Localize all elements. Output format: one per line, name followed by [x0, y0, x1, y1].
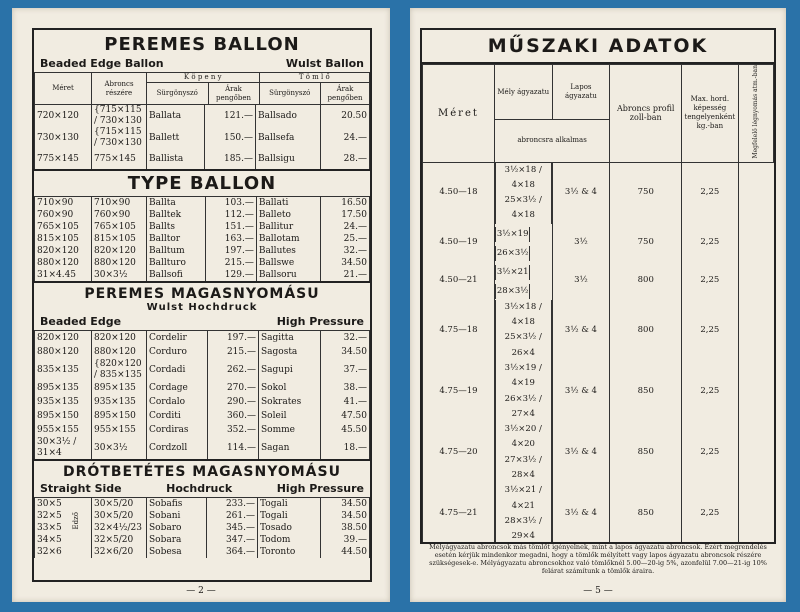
flat-rim-cell: 25×3½ / 26×4	[495, 330, 552, 361]
pressure-cell: 2,25	[682, 361, 738, 422]
size-cell: 4.50—18	[423, 162, 495, 224]
tire-code-cell: Ballsofi	[147, 269, 206, 281]
max-load-cell: 800	[610, 262, 682, 300]
price-table-header	[34, 72, 370, 105]
rim-size-cell: 30×5/20	[92, 498, 147, 510]
tire-price-cell: 103.—	[205, 197, 256, 209]
table-row	[423, 483, 774, 544]
header-abroncs: Abroncs részére	[92, 73, 147, 105]
size-cell: 820×120	[35, 331, 92, 345]
tube-code-cell: Sokol	[258, 381, 320, 395]
tire-code-cell: Ballta	[147, 197, 206, 209]
header-mely: Mély ágyazatu	[494, 65, 552, 120]
table-row	[35, 359, 370, 381]
tube-price-cell: 45.50	[321, 423, 370, 437]
tire-code-cell: Sobesa	[147, 546, 207, 558]
size-cell: 4.50—21	[423, 262, 495, 300]
tire-code-cell: Balltor	[147, 233, 206, 245]
size-cell: 880×120	[35, 345, 92, 359]
tube-code-cell: Balleto	[256, 209, 320, 221]
tube-price-cell: 34.50	[321, 510, 370, 522]
rim-size-cell: 32×5/20	[92, 534, 147, 546]
subtitle-mid: Hochdruck	[166, 482, 233, 495]
tube-price-cell: 17.50	[321, 209, 370, 221]
section-peremes-ballon	[34, 30, 370, 171]
section-title: PEREMES BALLON	[104, 34, 300, 55]
header-legnyomas	[738, 65, 773, 163]
profile-cell: 3½ & 4	[552, 162, 610, 224]
price-table	[34, 331, 370, 459]
header-surgonyszo: Sürgönyszó	[147, 83, 209, 105]
tube-code-cell: Ballati	[256, 197, 320, 209]
table-row	[423, 422, 774, 483]
size-cell: 32×5	[35, 510, 92, 522]
pressure-cell: 2,25	[682, 483, 738, 544]
rim-size-cell: 935×135	[92, 395, 147, 409]
size-cell: 4.75—21	[423, 483, 495, 544]
table-row	[35, 105, 370, 127]
profile-cell: 3½	[552, 262, 610, 300]
max-load-cell: 850	[610, 422, 682, 483]
section-title: PEREMES MAGASNYOMÁSU	[84, 286, 320, 302]
tube-code-cell: Ballsefa	[256, 127, 321, 149]
flat-rim-cell: 26×3½	[495, 246, 531, 261]
page-number: — 2 —	[186, 586, 216, 596]
tube-code-cell: Todom	[257, 534, 320, 546]
price-table	[34, 197, 370, 281]
size-cell: 4.50—19	[423, 224, 495, 262]
table-row	[35, 209, 370, 221]
tube-price-cell: 38.—	[321, 381, 370, 395]
table-row	[35, 331, 370, 345]
section-title: TYPE BALLON	[34, 171, 370, 197]
subtitle-right: Wulst Ballon	[285, 57, 364, 70]
tire-price-cell: 163.—	[205, 233, 256, 245]
tube-code-cell: Ballutes	[256, 245, 320, 257]
subtitle-left: Beaded Edge	[40, 315, 122, 328]
tube-code-cell: Toronto	[257, 546, 320, 558]
tire-code-cell: Sobani	[147, 510, 207, 522]
header-meret: Méret	[35, 73, 92, 105]
tire-price-cell: 197.—	[205, 245, 256, 257]
profile-cell: 3½ & 4	[552, 483, 610, 544]
price-table	[34, 498, 370, 558]
tire-code-cell: Ballts	[147, 221, 206, 233]
tube-price-cell: 16.50	[321, 197, 370, 209]
rim-size-cell: 895×150	[92, 409, 147, 423]
tube-code-cell: Sagan	[258, 437, 320, 459]
size-cell: 4.75—19	[423, 361, 495, 422]
tube-price-cell: 38.50	[321, 522, 370, 534]
max-load-cell: 750	[610, 162, 682, 224]
deep-rim-cell: 3½×19 / 4×19	[495, 361, 552, 392]
tube-price-cell: 39.—	[321, 534, 370, 546]
tire-code-cell: Ballturo	[147, 257, 206, 269]
tire-code-cell: Balltek	[147, 209, 206, 221]
table-row	[35, 423, 370, 437]
tire-code-cell: Sobafis	[147, 498, 207, 510]
pressure-cell: 2,25	[682, 224, 738, 262]
tire-price-cell: 112.—	[205, 209, 256, 221]
table-row	[35, 245, 370, 257]
tube-code-cell: Soleil	[258, 409, 320, 423]
section-subtitle	[34, 55, 370, 72]
tube-code-cell: Sagosta	[258, 345, 320, 359]
section-subtitle-center: Wulst Hochdruck	[146, 302, 258, 313]
tire-code-cell: Balltum	[147, 245, 206, 257]
tube-price-cell: 44.50	[321, 546, 370, 558]
tire-code-cell: Cordadi	[147, 359, 208, 381]
tire-price-cell: 150.—	[205, 127, 256, 149]
size-cell: 895×135	[35, 381, 92, 395]
tire-price-cell: 215.—	[205, 257, 256, 269]
deep-rim-cell: 3½×21 / 4×21	[495, 483, 552, 514]
table-row	[35, 257, 370, 269]
subtitle-left: Straight Side	[40, 482, 122, 495]
table-row	[35, 437, 370, 459]
rim-size-cell: 955×155	[92, 423, 147, 437]
tube-code-cell: Ballsoru	[256, 269, 320, 281]
pressure-cell: 2,25	[682, 422, 738, 483]
flat-rim-cell: 27×3½ / 28×4	[495, 453, 552, 484]
tube-price-cell: 21.—	[321, 269, 370, 281]
pressure-cell: 2,25	[682, 262, 738, 300]
flat-rim-cell: 26×3½ / 27×4	[495, 392, 552, 423]
technical-data-table	[422, 64, 774, 544]
tube-code-cell: Sokrates	[258, 395, 320, 409]
tire-price-cell: 364.—	[206, 546, 257, 558]
tube-price-cell: 34.50	[321, 498, 370, 510]
tube-price-cell: 32.—	[321, 245, 370, 257]
tire-price-cell: 345.—	[206, 522, 257, 534]
flat-rim-cell: 25×3½ / 4×18	[495, 193, 552, 224]
price-table	[34, 105, 370, 169]
table-row	[35, 197, 370, 209]
subtitle-right: High Pressure	[276, 482, 364, 495]
tube-price-cell: 34.50	[321, 257, 370, 269]
size-cell: 895×150	[35, 409, 92, 423]
table-row	[35, 395, 370, 409]
tire-price-cell: 290.—	[207, 395, 258, 409]
size-cell: 34×5	[35, 534, 92, 546]
size-cell: 32×6	[35, 546, 92, 558]
tire-price-cell: 233.—	[206, 498, 257, 510]
size-cell: 31×4.45	[35, 269, 92, 281]
flat-rim-cell: 28×3½ / 29×4	[495, 514, 552, 544]
table-row	[423, 224, 774, 262]
tire-code-cell: Sobaro	[147, 522, 207, 534]
header-profil: Abroncs profil zoll-ban	[610, 65, 682, 163]
rim-size-cell: 820×120	[92, 331, 147, 345]
profile-cell: 3½	[552, 224, 610, 262]
table-row	[35, 269, 370, 281]
table-row	[35, 522, 370, 534]
size-cell: 775×145	[35, 149, 92, 169]
size-cell: 815×105	[35, 233, 92, 245]
size-cell: 820×120	[35, 245, 92, 257]
rim-size-cell: 30×3½	[92, 437, 147, 459]
rim-size-cell: 895×135	[92, 381, 147, 395]
tire-price-cell: 121.—	[205, 105, 256, 127]
tire-price-cell: 215.—	[207, 345, 258, 359]
size-cell: 4.75—18	[423, 300, 495, 361]
tube-code-cell: Sagupi	[258, 359, 320, 381]
profile-cell: 3½ & 4	[552, 300, 610, 361]
deep-rim-cell: 3½×21	[495, 265, 531, 280]
rim-size-cell: 765×105	[92, 221, 147, 233]
pressure-cell: 2,25	[682, 300, 738, 361]
technical-data-page	[410, 8, 786, 602]
header-arak: Árak pengőben	[321, 83, 370, 105]
tube-code-cell: Sagitta	[258, 331, 320, 345]
tire-code-cell: Ballata	[147, 105, 205, 127]
price-list-frame	[32, 28, 372, 582]
tire-price-cell: 347.—	[206, 534, 257, 546]
size-cell: 835×135	[35, 359, 92, 381]
max-load-cell: 750	[610, 224, 682, 262]
tire-code-cell: Cordiras	[147, 423, 208, 437]
tire-price-cell: 129.—	[205, 269, 256, 281]
rim-size-cell: 32×6/20	[92, 546, 147, 558]
subtitle-left: Beaded Edge Ballon	[40, 57, 164, 70]
section-title: DRÓTBETÉTES MAGASNYOMÁSU	[63, 464, 341, 480]
rim-size-cell: 820×120	[92, 245, 147, 257]
table-row	[35, 498, 370, 510]
deep-rim-cell: 3½×18 / 4×18	[495, 300, 552, 331]
tire-price-cell: 114.—	[207, 437, 258, 459]
tire-code-cell: Cordage	[147, 381, 208, 395]
table-row	[423, 300, 774, 361]
tire-price-cell: 270.—	[207, 381, 258, 395]
tire-code-cell: Corditi	[147, 409, 208, 423]
page-title: MŰSZAKI ADATOK	[422, 30, 774, 64]
size-cell: 33×5	[35, 522, 92, 534]
profile-cell: 3½ & 4	[552, 422, 610, 483]
flat-rim-cell: 28×3½	[495, 284, 531, 299]
tire-code-cell: Cordalo	[147, 395, 208, 409]
tube-code-cell: Ballsado	[256, 105, 321, 127]
tube-price-cell: 24.—	[321, 221, 370, 233]
tube-price-cell: 20.50	[321, 105, 370, 127]
tube-code-cell: Togali	[257, 510, 320, 522]
table-row	[35, 127, 370, 149]
table-row	[35, 534, 370, 546]
rim-size-cell: 775×145	[92, 149, 147, 169]
price-list-page	[12, 8, 390, 602]
rim-size-cell: 710×90	[92, 197, 147, 209]
tire-price-cell: 352.—	[207, 423, 258, 437]
tube-price-cell: 32.—	[321, 331, 370, 345]
rim-size-cell: 30×5/20	[92, 510, 147, 522]
tube-price-cell: 28.—	[321, 149, 370, 169]
header-tomlo: T ö m l ő	[259, 73, 370, 83]
size-cell: 720×120	[35, 105, 92, 127]
table-row	[35, 510, 370, 522]
profile-cell: 3½ & 4	[552, 361, 610, 422]
rim-size-cell: {715×115 / 730×130	[92, 105, 147, 127]
tire-code-cell: Corduro	[147, 345, 208, 359]
tire-price-cell: 261.—	[206, 510, 257, 522]
deep-rim-cell: 3½×20 / 4×20	[495, 422, 552, 453]
header-max-load: Max. hord. képesség tengelyenként kg.-ban	[682, 65, 738, 163]
deep-rim-cell: 3½×19	[495, 227, 531, 242]
rim-size-cell: 32×4½/23	[92, 522, 147, 534]
tube-price-cell: 41.—	[321, 395, 370, 409]
header-abroncsra: abroncsra alkalmas	[494, 120, 609, 162]
tube-code-cell: Ballitur	[256, 221, 320, 233]
max-load-cell: 850	[610, 483, 682, 544]
tire-price-cell: 262.—	[207, 359, 258, 381]
rim-size-cell: 760×90	[92, 209, 147, 221]
page-number: — 5 —	[583, 586, 613, 596]
section-type-ballon	[34, 171, 370, 283]
tube-code-cell: Togali	[257, 498, 320, 510]
table-row	[35, 221, 370, 233]
size-cell: 765×105	[35, 221, 92, 233]
size-cell: 730×130	[35, 127, 92, 149]
deep-rim-cell: 3½×18 / 4×18	[495, 163, 552, 194]
header-surgonyszo: Sürgönyszó	[259, 83, 321, 105]
header-legnyomas-text: Megfelelő légnyomás atm.-ban	[752, 65, 760, 159]
pressure-cell: 2,25	[682, 162, 738, 224]
rim-size-cell: 880×120	[92, 345, 147, 359]
table-row	[35, 345, 370, 359]
rim-size-cell: {820×120 / 835×135	[92, 359, 147, 381]
size-cell: 760×90	[35, 209, 92, 221]
tube-price-cell: 18.—	[321, 437, 370, 459]
section-drotbetetes	[34, 461, 370, 558]
tube-code-cell: Ballsigu	[256, 149, 321, 169]
header-kopeny: K ö p e n y	[147, 73, 260, 83]
table-row	[35, 409, 370, 423]
tube-code-cell: Tosado	[257, 522, 320, 534]
size-cell: 30×5	[35, 498, 92, 510]
tire-code-cell: Cordelir	[147, 331, 208, 345]
price-table-wrap	[34, 498, 370, 558]
size-cell: 880×120	[35, 257, 92, 269]
size-cell: 955×155	[35, 423, 92, 437]
table-row	[35, 233, 370, 245]
tire-code-cell: Ballista	[147, 149, 205, 169]
size-cell: 710×90	[35, 197, 92, 209]
table-row	[423, 162, 774, 224]
table-row	[35, 381, 370, 395]
rim-size-cell: 880×120	[92, 257, 147, 269]
tire-price-cell: 185.—	[205, 149, 256, 169]
section-subtitle	[34, 480, 370, 498]
header-meret: Méret	[423, 65, 495, 163]
table-row	[423, 262, 774, 300]
side-label: Edző	[72, 512, 80, 530]
tire-code-cell: Cordzoll	[147, 437, 208, 459]
rim-size-cell: {715×115 / 730×130	[92, 127, 147, 149]
table-row	[423, 361, 774, 422]
tube-price-cell: 24.—	[321, 127, 370, 149]
tube-price-cell: 25.—	[321, 233, 370, 245]
tube-code-cell: Ballotam	[256, 233, 320, 245]
section-subtitle	[34, 313, 370, 331]
header-arak: Árak pengőben	[208, 83, 259, 105]
tube-price-cell: 34.50	[321, 345, 370, 359]
table-row	[35, 546, 370, 558]
max-load-cell: 800	[610, 300, 682, 361]
tube-price-cell: 47.50	[321, 409, 370, 423]
rim-size-cell: 30×3½	[92, 269, 147, 281]
tire-price-cell: 197.—	[207, 331, 258, 345]
technical-data-frame	[420, 28, 776, 544]
tire-price-cell: 360.—	[207, 409, 258, 423]
size-cell: 4.75—20	[423, 422, 495, 483]
size-cell: 30×3½ / 31×4	[35, 437, 92, 459]
header-lapos: Lapos ágyazatu	[552, 65, 610, 120]
subtitle-right: High Pressure	[276, 315, 364, 328]
tire-code-cell: Sobara	[147, 534, 207, 546]
tube-code-cell: Ballswe	[256, 257, 320, 269]
section-peremes-magasnyomasu	[34, 283, 370, 461]
size-cell: 935×135	[35, 395, 92, 409]
rim-size-cell: 815×105	[92, 233, 147, 245]
tire-code-cell: Ballett	[147, 127, 205, 149]
footnote: Mélyágyazatu abroncsok más tömlőt igényelnek, mint a lapos ágyazatu abroncsok. Ezért megrendelés esetén kérjük mindenkor megadni, hogy a tömlők mélyített vagy lapos ágyazatu abroncsok részére szükségesek-e. Mélyágyazatu abroncsokhoz való tömlőknél 5.00—20-ig 5%, azonfelül 7.00—21-ig 10% felárat számítunk a tömlők áraira.	[429, 543, 767, 575]
tube-code-cell: Somme	[258, 423, 320, 437]
tube-price-cell: 37.—	[321, 359, 370, 381]
table-row	[35, 149, 370, 169]
tire-price-cell: 151.—	[205, 221, 256, 233]
max-load-cell: 850	[610, 361, 682, 422]
